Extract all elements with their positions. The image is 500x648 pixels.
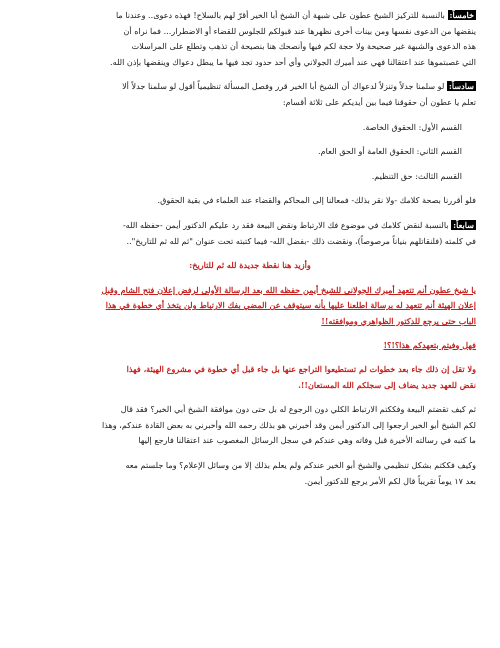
paragraph-line: خامساً: بالنسبة للتركيز الشيخ عطون على شبهة أن الشيخ أبا الخير أقرّ لهم بالسلاح! فهذه دعوى.. وعندنا ما — [115, 10, 474, 20]
red-heading: وأزيد هنا نقطة جديدة لله ثم للتاريخ: — [189, 260, 311, 271]
paragraph-line: التي غصبتموها عند اعتقالنا فهي عند أميرك الجولاني وأي أحد حدود تجد فيها ما يبطل دعواك وينقضها بإذن الله. — [110, 56, 476, 67]
paragraph-line: ولا تقل إن ذلك جاء بعد خطوات لم تستطيعوا التراجع عنها بل جاء قبل أي خطوة في مشروع الهيئة، فهذا — [126, 364, 476, 375]
section-tag-seventh: سابعاً: — [453, 219, 474, 230]
list-item: القسم الأول: الحقوق الخاصة. — [362, 121, 462, 132]
quote-line: يا شيخ عطون أنم تتعهد أميرك الجولاني للشيخ أيمن حفظه الله بعد الرسالة الأولى لرفض إعلان فتح الشام وقبل — [101, 284, 476, 295]
paragraph-last-2 — [24, 458, 476, 489]
paragraph-last-1 — [24, 402, 476, 449]
list-item: القسم الثاني: الحقوق العامة أو الحق العام. — [318, 146, 462, 157]
paragraph-line: ما كتبه في رسالته الأخيرة قبل وفاته وهي عندكم في سجل الرسائل المغصوب عند اعتقالنا فارجع إليها — [138, 435, 476, 446]
red-question: فهل وفيتم بتعهدكم هذا؟!؟! — [383, 339, 476, 350]
quote-line: إعلان الهيئة أنم تتعهد له برسالة اطلعنا عليها بأنه سيتوقف عن المضي بفك الارتباط ولن يتخذ أي خطوة في هذا — [105, 300, 476, 311]
paragraph-sixth-conclusion: فلو أقررنا بصحة كلامك -ولا نقر بذلك- فمعالنا إلى المحاكم والقضاء عند العلماء في بقية الحقوق. — [157, 195, 476, 206]
red-paragraph — [24, 362, 476, 393]
paragraph-sixth — [24, 79, 476, 110]
list-item: القسم الثالث: حق التنظيم. — [371, 170, 462, 181]
paragraph-line: بعد ١٧ يوماً تقريباً قال لكم الأمر يرجع للدكتور أيمن. — [304, 475, 476, 486]
section-tag-sixth: سادساً: — [448, 81, 474, 92]
paragraph-line: ينقضها من الدعوى نفسها ومن بينات أخرى نظهرها عند قبولكم للجلوس للقضاء أو الاضطرار... فما نراه أن — [123, 25, 476, 36]
paragraph-line: تعلم يا عطون أن حقوقنا فيما بين أيديكم على ثلاثة أقسام: — [282, 96, 476, 107]
paragraph-line: سادساً: لو سلمنا جدلاً وتنزلاً لدعواك أن الشيخ أبا الخير قرر وفصل المسألة تنظيمياً أقول لو سلمنا جدلاً ألا — [122, 81, 474, 92]
paragraph-line: هذه الدعوى والشبهة غير صحيحة ولا حجة لكم فيها وأنصحك هنا بنصيحة أن تذهب وتطلع على المراسلات — [131, 41, 476, 52]
paragraph-line: سابعاً: بالنسبة لنقض كلامك في موضوع فك الارتباط ونقض البيعة فقد رد عليكم الدكتور أيمن -حفظه الله- — [122, 219, 474, 230]
paragraph-line: ثم كيف تقضتم البيعة وفككتم الارتباط الكلي دون الرجوع له بل حتى دون موافقة الشيخ أبي الخير؟ فقد قال — [120, 404, 476, 415]
red-quote — [24, 283, 476, 330]
paragraph-line: وكيف فككتم بشكل تنظيمي والشيخ أبو الخير عندكم ولم يعلم بذلك إلا من وسائل الإعلام؟ وما جلستم معه — [125, 460, 476, 471]
section-tag-fifth: خامساً: — [449, 10, 474, 20]
paragraph-line: في كلمته (فلنقاتلهم بنياناً مرصوصاً)، ونقضت ذلك -بفضل الله- فيما كتبته تحت عنوان "ثم لله ثم للتاريخ".. — [126, 235, 476, 246]
paragraph-line: نقض للعهد جديد يضاف إلى سجلكم الله المستعان!!. — [298, 379, 476, 390]
paragraph-line: لكم الشيخ أبو الخير ارجعوا إلى الدكتور أيمن وقد أخبرني هو بذلك رحمه الله وأخبرني به بعض القادة عندكم، وهذا — [102, 419, 476, 430]
paragraph-fifth — [24, 8, 476, 70]
quote-line: الباب حتى يرجع للدكتور الظواهري وموافقته!! — [321, 315, 476, 326]
paragraph-seventh — [24, 218, 476, 249]
